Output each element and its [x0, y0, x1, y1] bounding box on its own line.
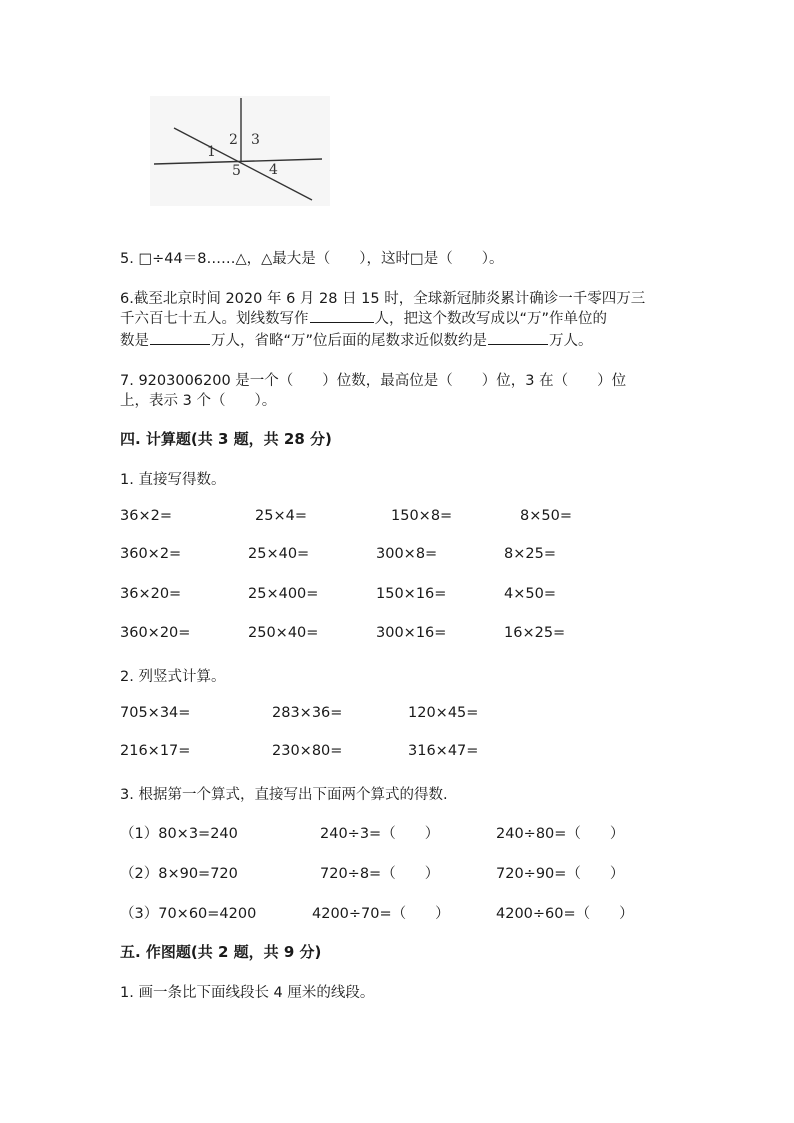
calc-item: 25×40=	[248, 546, 310, 562]
q6-text: 数是	[120, 333, 149, 349]
answer-blank[interactable]	[310, 308, 374, 323]
question-6-line-1: 6.截至北京时间 2020 年 6 月 28 日 15 时，全球新冠肺炎累计确诊一千零四万三	[120, 291, 646, 307]
question-6-line-3	[120, 329, 593, 350]
derive-answer[interactable]: 240÷3=（ ）	[320, 826, 440, 842]
vertical-calc-item: 283×36=	[272, 705, 343, 721]
calc-item: 360×20=	[120, 625, 191, 641]
derive-answer[interactable]: 720÷8=（ ）	[320, 866, 440, 882]
section-4-title: 四. 计算题(共 3 题，共 28 分)	[120, 430, 332, 448]
derive-answer[interactable]: 4200÷70=（ ）	[312, 906, 450, 922]
q6-text: 人，把这个数改写成以“万”作单位的	[374, 311, 608, 327]
question-7-line-1: 7. 9203006200 是一个（ ）位数，最高位是（ ）位，3 在（ ）位	[120, 373, 627, 389]
derive-given: （3）70×60=4200	[120, 906, 257, 922]
calc-item: 300×8=	[376, 546, 438, 562]
q6-text: 万人。	[549, 333, 593, 349]
calc-item: 250×40=	[248, 625, 319, 641]
q6-text: 千六百七十五人。划线数写作	[120, 311, 309, 327]
section-5-title: 五. 作图题(共 2 题，共 9 分)	[120, 943, 322, 961]
angle-figure	[150, 96, 330, 206]
calc-item: 36×2=	[120, 508, 172, 524]
section-4-q2-title: 2. 列竖式计算。	[120, 669, 226, 685]
calc-item: 25×400=	[248, 586, 319, 602]
calc-item: 36×20=	[120, 586, 182, 602]
calc-item: 16×25=	[504, 625, 566, 641]
section-5-q1-title: 1. 画一条比下面线段长 4 厘米的线段。	[120, 985, 375, 1001]
derive-answer[interactable]: 4200÷60=（ ）	[496, 906, 634, 922]
answer-blank[interactable]	[150, 330, 210, 345]
section-4-q3-title: 3. 根据第一个算式，直接写出下面两个算式的得数.	[120, 787, 448, 803]
calc-item: 150×16=	[376, 586, 447, 602]
calc-item: 150×8=	[391, 508, 453, 524]
calc-item: 25×4=	[255, 508, 307, 524]
section-4-q1-title: 1. 直接写得数。	[120, 472, 226, 488]
question-5: 5. □÷44＝8……△，△最大是（ ），这时□是（ ）。	[120, 251, 504, 267]
q6-text: 万人，省略“万”位后面的尾数求近似数约是	[211, 333, 488, 349]
angle-label-2: 2	[229, 132, 238, 148]
derive-given: （1）80×3=240	[120, 826, 238, 842]
calc-item: 360×2=	[120, 546, 182, 562]
vertical-calc-item: 230×80=	[272, 743, 343, 759]
calc-item: 8×50=	[520, 508, 572, 524]
vertical-calc-item: 316×47=	[408, 743, 479, 759]
vertical-calc-item: 705×34=	[120, 705, 191, 721]
angle-label-3: 3	[251, 132, 260, 148]
angle-label-1: 1	[207, 144, 216, 160]
calc-item: 300×16=	[376, 625, 447, 641]
derive-answer[interactable]: 240÷80=（ ）	[496, 826, 625, 842]
calc-item: 8×25=	[504, 546, 556, 562]
angle-label-4: 4	[269, 162, 278, 178]
derive-answer[interactable]: 720÷90=（ ）	[496, 866, 625, 882]
calc-item: 4×50=	[504, 586, 556, 602]
vertical-calc-item: 216×17=	[120, 743, 191, 759]
angle-lines	[150, 96, 330, 206]
vertical-calc-item: 120×45=	[408, 705, 479, 721]
angle-label-5: 5	[232, 163, 241, 179]
slanted-line	[174, 128, 312, 200]
question-6-line-2	[120, 307, 607, 328]
answer-blank[interactable]	[488, 330, 548, 345]
question-7-line-2: 上，表示 3 个（ ）。	[120, 393, 277, 409]
derive-given: （2）8×90=720	[120, 866, 238, 882]
